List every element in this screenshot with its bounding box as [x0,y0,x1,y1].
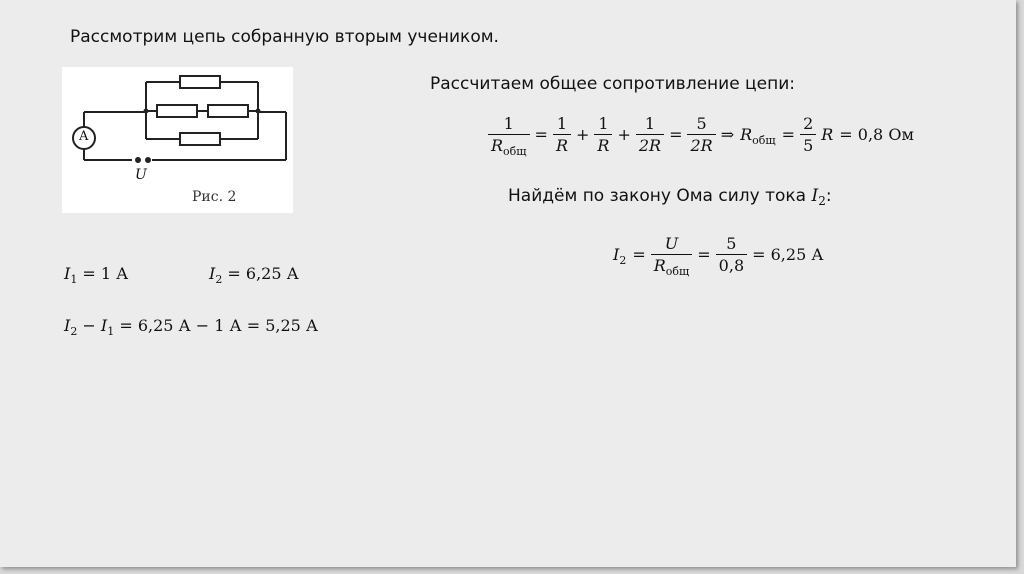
fraction-5-over-2r: $\frac{5}{2R}$ [687,114,715,155]
equation-difference: $I_2 - I_1 = 6,25$ А − 1 А = 5,25 А [64,316,319,338]
figure-caption: Рис. 2 [192,189,237,205]
fraction-2-over-5: $\frac{2}{5}$ [800,114,816,155]
voltage-label: U [135,167,147,183]
heading-resistance: Рассчитаем общее сопротивление цепи: [430,74,795,94]
circuit-diagram [62,67,293,213]
heading-ohm-law: Найдём по закону Ома силу тока $I_2$: [508,186,832,208]
fraction-1-over-r-b: $\frac{1}{R}$ [594,114,612,155]
fraction-u-over-rtotal: $\frac{U}{R_{общ}}$ [651,234,693,275]
circuit-figure [62,67,293,213]
equation-i2: $I_2 = 6,25$ А [209,264,299,286]
ammeter-label: A [79,129,89,144]
resistance-equation: $\frac{1}{R_{общ}}$ = $\frac{1}{R}$ + $\frac{1}{R}$ + $\frac{1}{2R}$ = $\frac{5}{2R}$ ⇒ $R_{общ}$ = $\frac{2}{5}$ R = 0,8 Ом [486,114,917,155]
slide-title: Рассмотрим цепь собранную вторым учеником. [70,27,499,47]
fraction-1-over-r-a: $\frac{1}{R}$ [553,114,571,155]
current-equation: $I_2$ = $\frac{U}{R_{общ}}$ = $\frac{5}{0,8}$ = 6,25 А [613,234,824,278]
fraction-1-over-rtotal: $\frac{1}{R_{общ}}$ [488,114,530,155]
equation-i1: $I_1 = 1$ А [64,264,129,286]
fraction-5-over-0-8: $\frac{5}{0,8}$ [716,234,747,275]
fraction-1-over-2r: $\frac{1}{2R}$ [636,114,664,155]
